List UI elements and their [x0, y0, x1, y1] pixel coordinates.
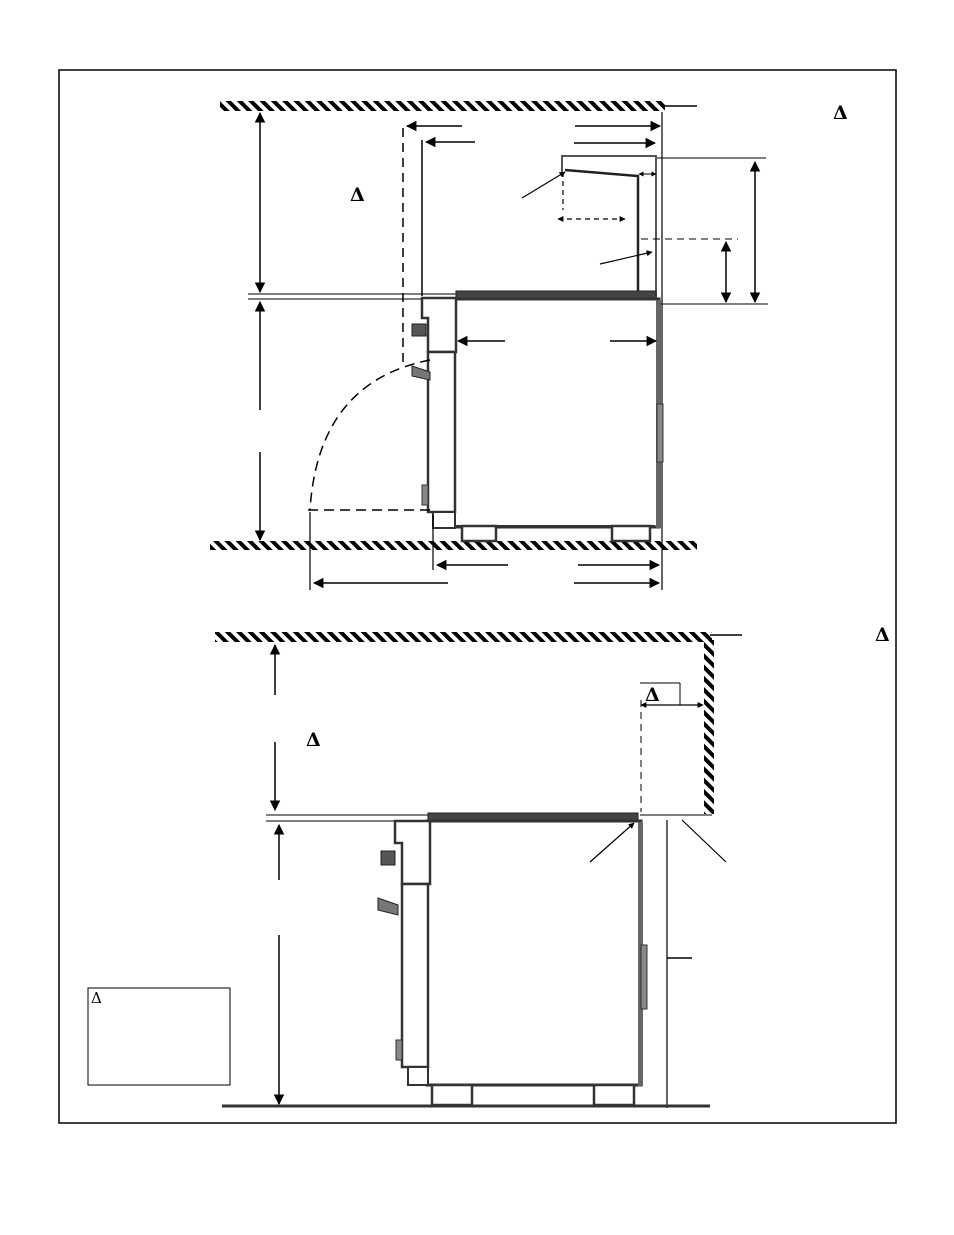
top-view	[210, 101, 768, 590]
backguard	[562, 156, 656, 300]
floor-hatch-top	[210, 541, 697, 550]
delta-marker-bottom-left: Δ	[306, 729, 321, 751]
ceiling-hatch-top	[220, 101, 665, 111]
delta-marker-top-left: Δ	[350, 184, 365, 206]
range-body-top	[454, 299, 659, 527]
side-wall-hatch	[704, 640, 714, 814]
delta-marker-side-clearance: Δ	[645, 684, 660, 706]
oven-door-top	[428, 352, 455, 512]
oven-door-bottom	[402, 884, 428, 1067]
bottom-view	[88, 632, 742, 1108]
legend-delta-symbol: Δ	[91, 989, 102, 1007]
delta-marker-top-right: Δ	[833, 102, 848, 124]
range-body-bottom	[427, 821, 641, 1085]
delta-marker-bottom-right: Δ	[875, 624, 890, 646]
ceiling-hatch-bottom	[215, 632, 712, 642]
legend-box	[88, 988, 230, 1085]
door-swing-arc	[310, 360, 430, 510]
